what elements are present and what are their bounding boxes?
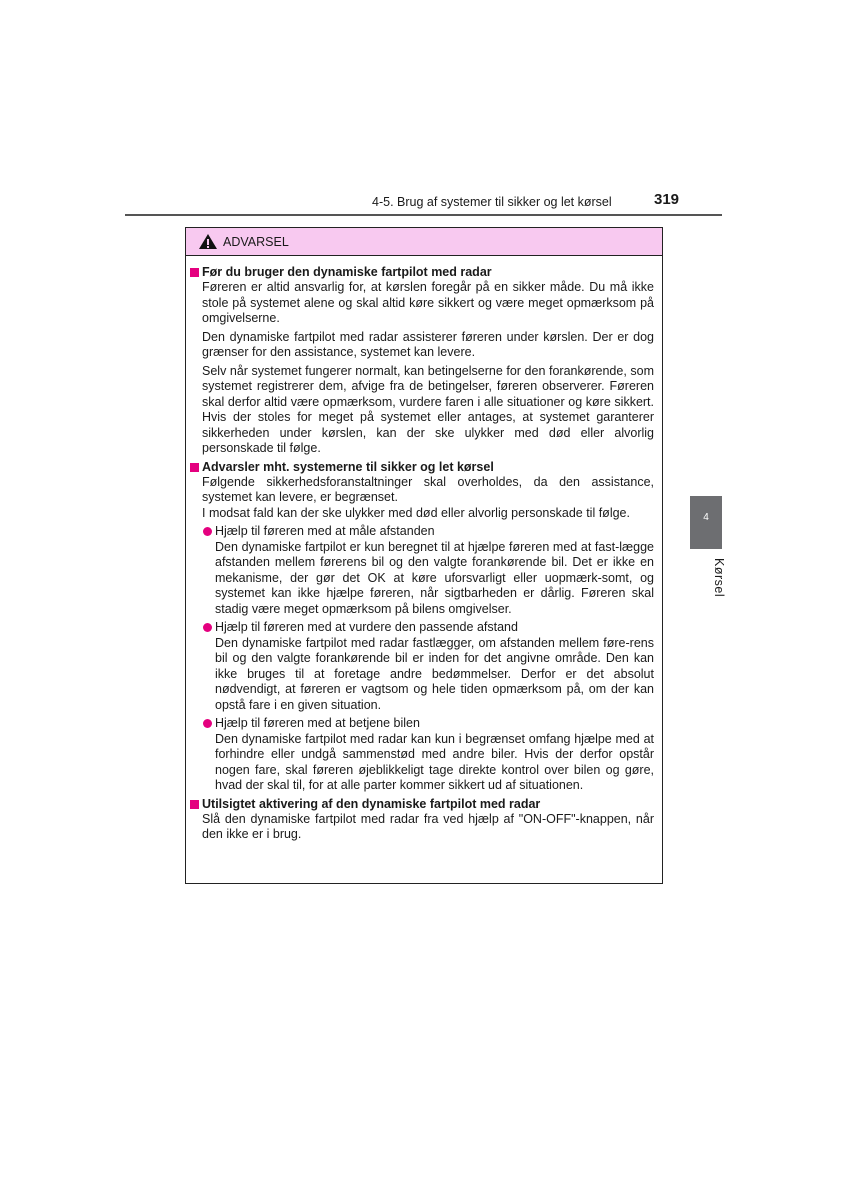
bullet-paragraph: Den dynamiske fartpilot med radar kan kun i begrænset omfang hjælpe med at forhindre eller undgå sammenstød med andre biler. Hvis der derfor opstår nogen fare, skal føreren øjeblikkeligt tage direkte kontrol over bilen og gøre, hvad der skal til, for at alle parter kommer sikkert ud af situationen. xyxy=(215,731,654,792)
bullet-title-text: Hjælp til føreren med at måle afstanden xyxy=(215,524,435,538)
paragraph: I modsat fald kan der ske ulykker med død eller alvorlig personskade til følge. xyxy=(202,505,630,520)
round-bullet-icon xyxy=(203,527,212,536)
square-bullet-icon xyxy=(190,268,199,277)
paragraph: Selv når systemet fungerer normalt, kan betingelserne for den forankørende, som systemet registrerer dem, afvige fra de betingelser, føreren observerer. Føreren skal derfor altid være opmærksom, vurdere faren i alle situationer og køre sikkert. Hvis der stoles for meget på systemet eller antages, at systemet garanterer sikkerheden under kørslen, kan der ske ulykker med død eller alvorlig personskade til følge. xyxy=(202,363,654,455)
warning-header xyxy=(186,228,662,256)
paragraph: Føreren er altid ansvarlig for, at kørslen foregår på en sikker måde. Du må ikke stole på systemet alene og skal altid køre sikkert og være meget opmærksom på omgivelserne. xyxy=(202,280,654,325)
bullet-paragraph: Den dynamiske fartpilot med radar fastlægger, om afstanden mellem føre-rens bil og den valgte forankørende bil er inden for det angivne område. Den kan ikke bruges til at foretage andre bedømmelser. Derfor er det absolut nødvendigt, at føreren er vagtsom og hele tiden opmærksom på, om der kan opstå fare i en given situation. xyxy=(215,635,654,712)
section-title xyxy=(190,797,654,812)
bullet-title xyxy=(203,524,654,540)
square-bullet-icon xyxy=(190,800,199,809)
chapter-tab-label: Kørsel xyxy=(712,558,726,598)
round-bullet-icon xyxy=(203,719,212,728)
header-divider xyxy=(125,214,722,216)
page-number: 319 xyxy=(654,191,680,208)
bullet-title xyxy=(203,716,654,732)
bullet-title-text: Hjælp til føreren med at betjene bilen xyxy=(215,716,420,730)
section-title-text: Advarsler mht. systemerne til sikker og let kørsel xyxy=(202,459,494,474)
bullet-title xyxy=(203,620,654,636)
warning-heading: ADVARSEL xyxy=(223,234,289,249)
bullet-title-text: Hjælp til føreren med at vurdere den passende afstand xyxy=(215,620,518,634)
paragraph: Følgende sikkerhedsforanstaltninger skal overholdes, da den assistance, systemet kan levere, er begrænset. xyxy=(202,474,654,504)
warning-triangle-icon xyxy=(198,233,218,250)
paragraph: Slå den dynamiske fartpilot med radar fra ved hjælp af "ON-OFF"-knappen, når den ikke er i brug. xyxy=(202,811,654,841)
chapter-tab: 4 xyxy=(690,496,722,549)
square-bullet-icon xyxy=(190,463,199,472)
section-header-title: 4-5. Brug af systemer til sikker og let kørsel xyxy=(372,195,612,209)
section-title-text: Før du bruger den dynamiske fartpilot med radar xyxy=(202,265,492,279)
section-title xyxy=(190,460,654,475)
paragraph: Den dynamiske fartpilot med radar assisterer føreren under kørslen. Der er dog grænser for den assistance, systemet kan levere. xyxy=(202,329,654,359)
section-title xyxy=(190,265,654,280)
warning-body xyxy=(186,256,662,843)
bullet-paragraph: Den dynamiske fartpilot er kun beregnet til at hjælpe føreren med at fast-lægge afstanden mellem førerens bil og den valgte forankørende bil. Det er ikke en mekanisme, der gør det OK at køre uforsvarligt eller uopmærk-somt, og systemet kan ikke hjælpe føreren, når sigtbarheden er dårlig. Føreren skal stadig være meget opmærksom på bilens omgivelser. xyxy=(215,539,654,616)
round-bullet-icon xyxy=(203,623,212,632)
warning-box xyxy=(185,227,663,884)
section-title-text: Utilsigtet aktivering af den dynamiske fartpilot med radar xyxy=(202,796,541,811)
